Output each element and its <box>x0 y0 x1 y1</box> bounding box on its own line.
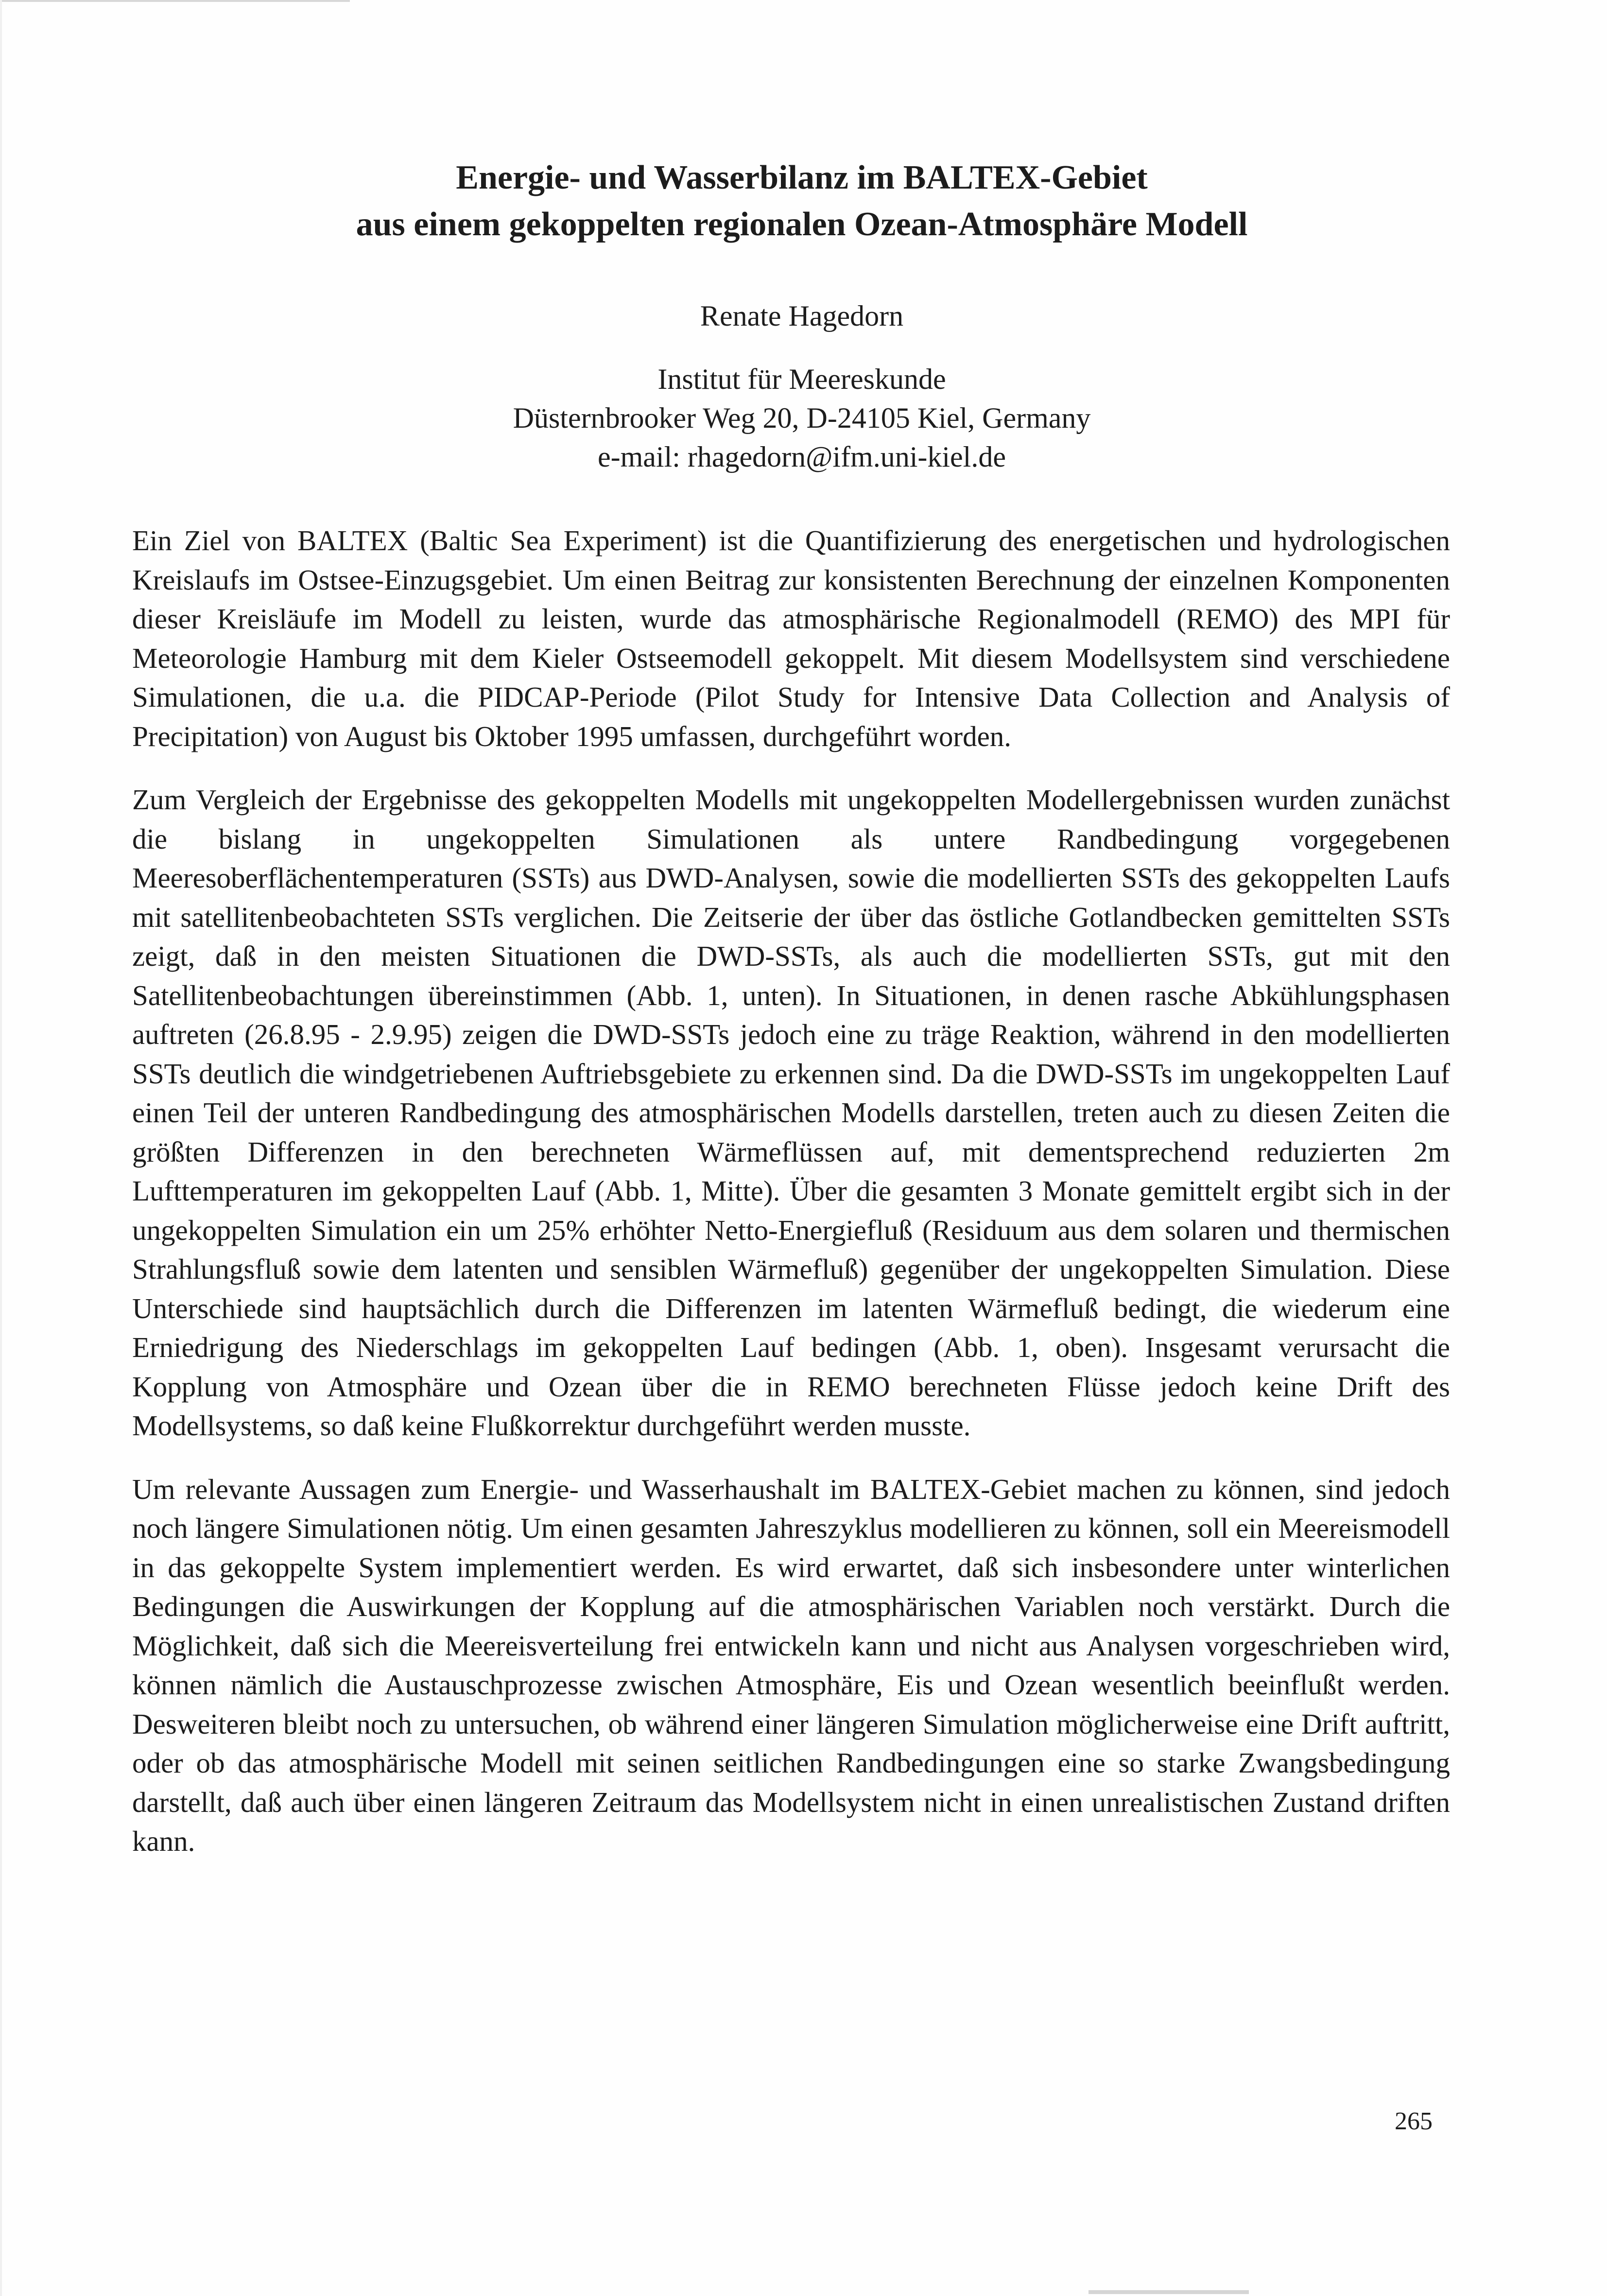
body-paragraph: Um relevante Aussagen zum Energie- und Wasserhaushalt im BALTEX-Gebiet machen zu können, sind jedoch noch längere Simulationen nötig. Um einen gesamten Jahreszyklus modellieren zu können, soll ein Meereismodell in das gekoppelte System implementiert werden. Es wird erwartet, daß sich insbesondere unter winterlichen Bedingungen die Auswirkungen der Kopplung auf die atmosphärischen Variablen noch verstärkt. Durch die Möglichkeit, daß sich die Meereisverteilung frei entwickeln kann und nicht aus Analysen vorgeschrieben wird, können nämlich die Austauschprozesse zwischen Atmosphäre, Eis und Ozean wesentlich beeinflußt werden. Desweiteren bleibt noch zu untersuchen, ob während einer längeren Simulation möglicherweise eine Drift auftritt, oder ob das atmosphärische Modell mit seinen seitlichen Randbedingungen eine so starke Zwangsbedingung darstellt, daß auch über einen längeren Zeitraum das Modellsystem nicht in einen unrealistischen Zustand driften kann. <box>132 1473 1450 1857</box>
paper-title <box>146 155 1458 248</box>
scan-edge <box>0 0 350 2</box>
author-name: Renate Hagedorn <box>700 300 904 332</box>
institute-address: Düsternbrooker Weg 20, D-24105 Kiel, Germany <box>513 402 1091 434</box>
author-affiliation <box>146 360 1458 476</box>
title-line: Energie- und Wasserbilanz im BALTEX-Gebiet <box>456 159 1148 196</box>
body-paragraph: Ein Ziel von BALTEX (Baltic Sea Experiment) ist die Quantifizierung des energetischen und hydrologischen Kreislaufs im Ostsee-Einzugsgebiet. Um einen Beitrag zur konsistenten Berechnung der einzelnen Komponenten dieser Kreisläufe im Modell zu leisten, wurde das atmosphärische Regionalmodell (REMO) des MPI für Meteorologie Hamburg mit dem Kieler Ostseemodell gekoppelt. Mit diesem Modellsystem sind verschiedene Simulationen, die u.a. die PIDCAP-Periode (Pilot Study for Intensive Data Collection and Analysis of Precipitation) von August bis Oktober 1995 umfassen, durchgeführt worden. <box>132 524 1450 752</box>
institute-name: Institut für Meereskunde <box>657 363 946 395</box>
scan-edge <box>0 0 2 2296</box>
body-paragraph: Zum Vergleich der Ergebnisse des gekoppelten Modells mit ungekoppelten Modellergebnissen wurden zunächst die bislang in ungekoppelten Simulationen als untere Randbedingung vorgegebenen Meeresoberflächentemperaturen (SSTs) aus DWD-Analysen, sowie die modellierten SSTs des gekoppelten Laufs mit satellitenbeobachteten SSTs verglichen. Die Zeitserie der über das östliche Gotlandbecken gemittelten SSTs zeigt, daß in den meisten Situationen die DWD-SSTs, als auch die modellierten SSTs, gut mit den Satellitenbeobachtungen übereinstimmen (Abb. 1, unten). In Situationen, in denen rasche Abkühlungsphasen auftreten (26.8.95 - 2.9.95) zeigen die DWD-SSTs jedoch eine zu träge Reaktion, während in den modellierten SSTs deutlich die windgetriebenen Auftriebsgebiete zu erkennen sind. Da die DWD-SSTs im ungekoppelten Lauf einen Teil der unteren Randbedingung des atmosphärischen Modells darstellen, treten auch zu diesen Zeiten die größten Differenzen in den berechneten Wärmeflüssen auf, mit dementsprechend reduzierten 2m Lufttemperaturen im gekoppelten Lauf (Abb. 1, Mitte). Über die gesamten 3 Monate gemittelt ergibt sich in der ungekoppelten Simulation ein um 25% erhöhter Netto-Energiefluß (Residuum aus dem solaren und thermischen Strahlungsfluß sowie dem latenten und sensiblen Wärmefluß) gegenüber der ungekoppelten Simulation. Diese Unterschiede sind hauptsächlich durch die Differenzen im latenten Wärmefluß bedingt, die wiederum eine Erniedrigung des Niederschlags im gekoppelten Lauf bedingen (Abb. 1, oben). Insgesamt verursacht die Kopplung von Atmosphäre und Ozean über die in REMO berechneten Flüsse jedoch keine Drift des Modellsystems, so daß keine Flußkorrektur durchgeführt werden musste. <box>132 783 1450 1442</box>
abstract-body <box>132 521 1450 1885</box>
page-number: 265 <box>1395 2107 1433 2135</box>
author-email: e-mail: rhagedorn@ifm.uni-kiel.de <box>598 441 1006 473</box>
scan-edge <box>1089 2290 1249 2294</box>
title-line: aus einem gekoppelten regionalen Ozean-Atmosphäre Modell <box>356 206 1248 243</box>
